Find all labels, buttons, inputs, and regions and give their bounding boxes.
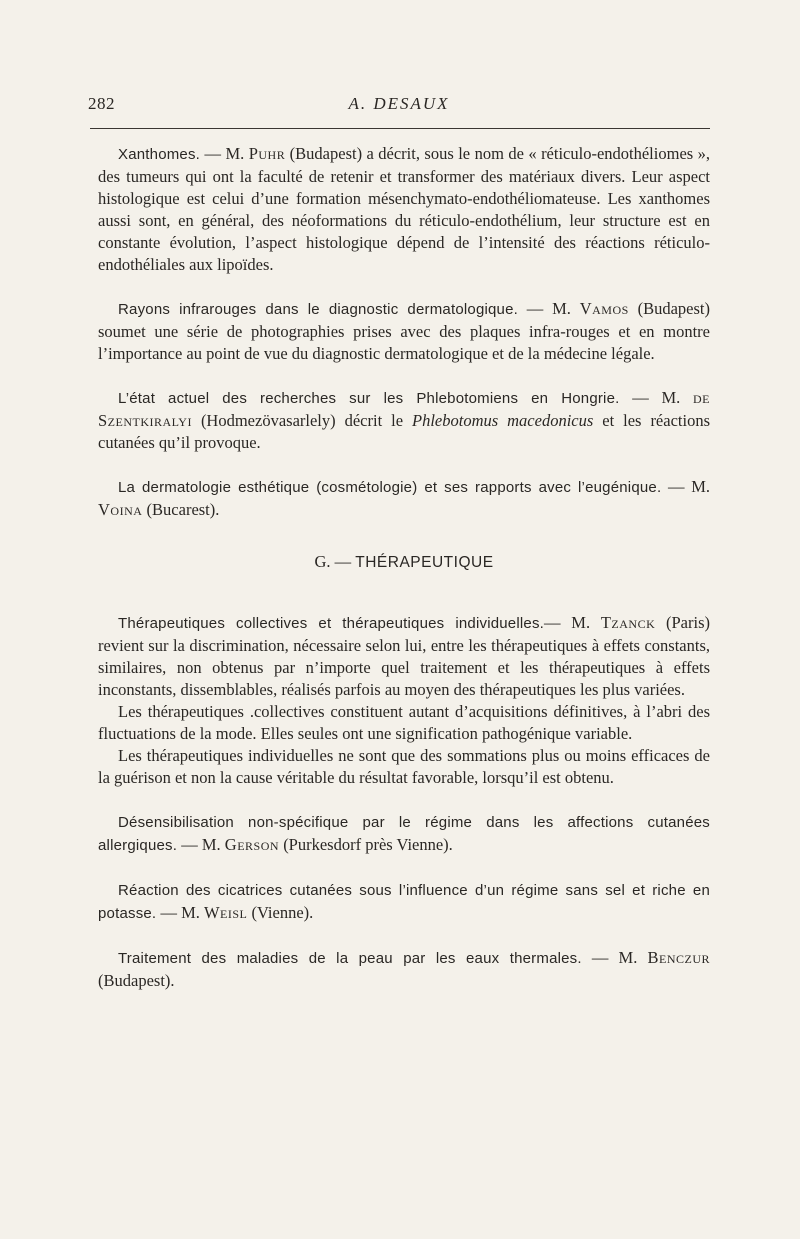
running-head: A. DESAUX [348,94,450,113]
author-name: Gerson [224,835,280,854]
entry-title: Rayons infrarouges dans le diagnostic dermatologique. [118,301,519,318]
entry-paragraph: Les thérapeutiques .collectives constituent autant d’acquisitions définitives, à l’abri des fluctuations de la mode. Elles seules ont une signification pathogénique variable. [98,702,710,743]
entry-title: Thérapeutiques collectives et thérapeutiques individuelles. [118,615,545,632]
section-prefix: G. — [314,552,356,571]
entry-title: La dermatologie esthétique (cosmétologie) et ses rapports avec l’eugénique. [118,479,662,496]
page-number: 282 [88,94,115,113]
author-name: Benczur [647,948,711,967]
author-name: Vamos [579,299,629,318]
header-rule [90,128,710,129]
page-body [98,143,710,1014]
author-name: Voina [98,500,143,519]
entry-title: Traitement des maladies de la peau par les eaux thermales. [118,950,582,967]
entry-cosmetologie: La dermatologie esthétique (cosmétologie) et ses rapports avec l’eugénique. — M. Voina (Bucarest). [98,477,711,519]
species-name: Phlebotomus macedonicus [412,411,594,430]
author-name: Puhr [248,144,286,163]
entry-paragraph: Les thérapeutiques individuelles ne sont que des sommations plus ou moins efficaces de la guérison et non la cause véritable du résultat favorable, lorsqu’il est obtenu. [98,746,710,787]
entry-therapeutiques: Thérapeutiques collectives et thérapeutiques individuelles.— M. Tzanck (Paris) revient sur la discrimination, nécessaire selon lui, entre les thérapeutiques à effets constants, similaires, non obtenus par n’importe quel traitement et les thérapeutiques à effets inconstants, dissemblables, réalisés parfois au moyen des thérapeutiques les plus variées. [98,613,710,699]
entry-title: Désensibilisation non-spécifique par le régime dans les affections cutanées allergiques. [98,814,710,854]
author-name: Tzanck [600,613,656,632]
entry-infrarouges: Rayons infrarouges dans le diagnostic dermatologique. — M. Vamos (Budapest) soumet une série de photographies prises avec des plaques infra-rouges et en montre l’importance au point de vue du diagnostic dermatologique et de la médecine légale. [98,299,710,363]
entry-eaux-thermales: Traitement des maladies de la peau par les eaux thermales. — M. Benczur (Budapest). [98,948,711,990]
entry-desensibilisation: Désensibilisation non-spécifique par le régime dans les affections cutanées allergiques. — M. Gerson (Purkesdorf près Vienne). [98,814,710,854]
section-title: THÉRAPEUTIQUE [355,554,494,571]
entry-title: L’état actuel des recherches sur les Phlebotomiens en Hongrie. [118,390,620,407]
entry-title: Xanthomes. [118,146,201,163]
author-name: Weisl [203,903,248,922]
section-heading [98,551,710,574]
author-name: de Szentkiralyi [98,388,710,430]
page-header [88,94,710,120]
entry-phlebotomiens: L’état actuel des recherches sur les Phlebotomiens en Hongrie. — M. de Szentkiralyi (Hodmezövasarlely) décrit le Phlebotomus macedonicus et les réactions cutanées qu’il provoque. [98,388,710,452]
entry-xanthomes: Xanthomes. — M. Puhr (Budapest) a décrit, sous le nom de « réticulo-endothéliomes », des tumeurs qui ont la faculté de retenir et transformer des matériaux divers. Leur aspect histologique est celui d’une formation mésenchymato-endothéliomateuse. Les xanthomes aussi sont, en général, des néoformations du réticulo-endothélium, leur structure est en constante évolution, l’aspect histologique dépend de l’intensité des réactions réticulo-endothéliales aux lipoïdes. [98,144,711,274]
entry-cicatrices: Réaction des cicatrices cutanées sous l’influence d’un régime sans sel et riche en potasse. — M. Weisl (Vienne). [98,882,710,922]
entry-title: Réaction des cicatrices cutanées sous l’influence d’un régime sans sel et riche en potasse. [98,882,710,922]
